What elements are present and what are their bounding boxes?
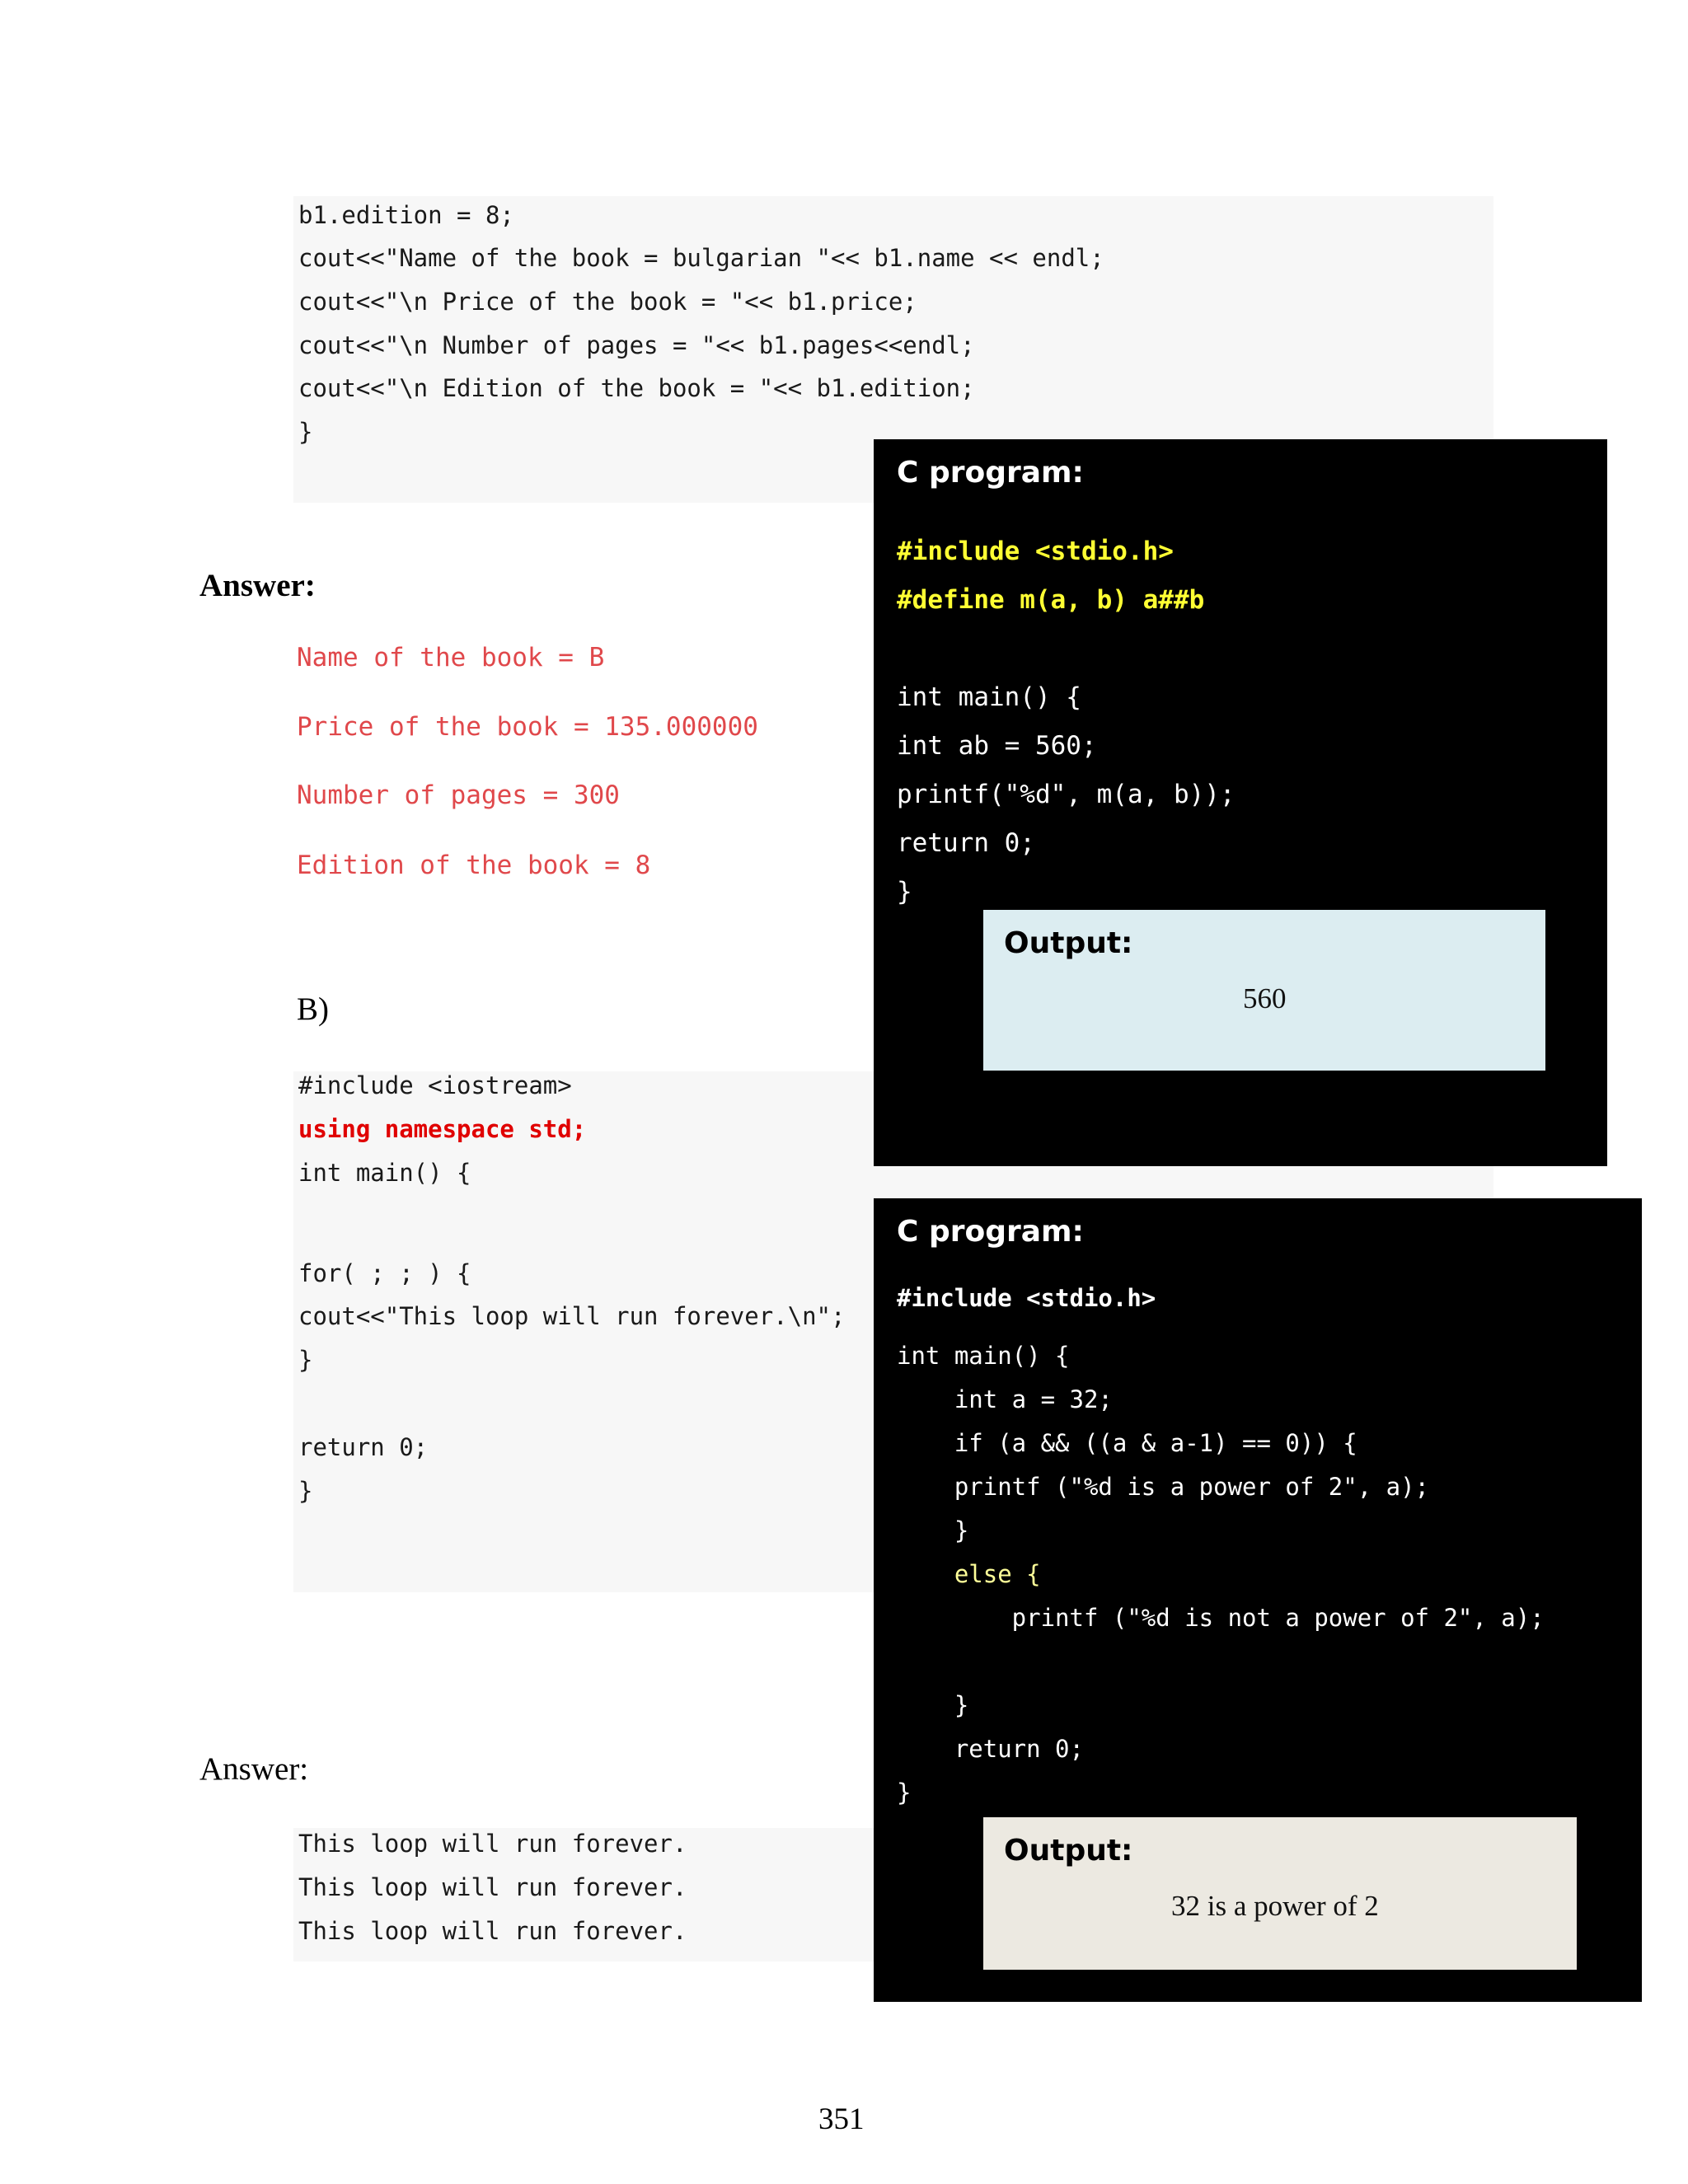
include-line: #include <stdio.h> — [897, 1284, 1156, 1312]
code-line: int main() { — [897, 1342, 1070, 1370]
code-line: } — [897, 1516, 969, 1544]
code-line: if (a && ((a & a-1) == 0)) { — [897, 1429, 1357, 1457]
output-box — [983, 910, 1545, 1071]
code-line: cout<<"\n Edition of the book = "<< b1.edition; — [298, 374, 975, 402]
code-line: printf ("%d is not a power of 2", a); — [897, 1604, 1545, 1632]
code-line: cout<<"Name of the book = bulgarian "<< b1.name << endl; — [298, 244, 1104, 272]
panel-title: C program: — [897, 1215, 1084, 1249]
code-line: int main() { — [298, 1159, 471, 1187]
answer-output-block — [293, 1828, 887, 1961]
answer-heading: Answer: — [199, 1751, 309, 1787]
output-box — [983, 1817, 1577, 1970]
code-line: } — [897, 1779, 912, 1807]
output-line: Price of the book = 135.000000 — [297, 712, 758, 742]
code-line: } — [897, 1691, 969, 1719]
section-b-label: B) — [297, 991, 329, 1027]
code-line: return 0; — [897, 1735, 1084, 1763]
code-line: else { — [897, 1560, 1041, 1588]
output-line: Name of the book = B — [297, 643, 605, 673]
output-label: Output: — [1004, 926, 1133, 960]
output-value: 32 is a power of 2 — [1171, 1890, 1379, 1922]
code-line: using namespace std; — [298, 1115, 587, 1143]
code-line: cout<<"\n Number of pages = "<< b1.pages<<endl; — [298, 331, 975, 359]
page-number: 351 — [818, 2102, 865, 2136]
output-line: This loop will run forever. — [298, 1917, 687, 1945]
code-line: b1.edition = 8; — [298, 201, 514, 229]
c-program-panel — [874, 1198, 1642, 2002]
output-line: This loop will run forever. — [298, 1830, 687, 1858]
output-line: Edition of the book = 8 — [297, 851, 651, 880]
code-line: int ab = 560; — [897, 731, 1097, 761]
include-line: #include <stdio.h> — [897, 537, 1174, 566]
code-line: #include <iostream> — [298, 1071, 572, 1099]
code-line: printf ("%d is a power of 2", a); — [897, 1473, 1430, 1501]
define-line: #define m(a, b) a##b — [897, 585, 1205, 615]
answer-heading: Answer: — [199, 568, 316, 603]
code-line: cout<<"\n Price of the book = "<< b1.price; — [298, 288, 917, 316]
code-line: for( ; ; ) { — [298, 1259, 471, 1287]
code-line: } — [298, 1346, 313, 1374]
code-line: return 0; — [897, 828, 1035, 858]
code-line: } — [298, 1477, 313, 1505]
output-line: Number of pages = 300 — [297, 780, 620, 810]
c-program-panel — [874, 439, 1607, 1166]
output-value: 560 — [1243, 982, 1287, 1015]
code-line: } — [298, 418, 313, 446]
output-label: Output: — [1004, 1834, 1133, 1868]
code-line: cout<<"This loop will run forever.\n"; — [298, 1302, 846, 1330]
panel-title: C program: — [897, 456, 1084, 490]
output-line: This loop will run forever. — [298, 1873, 687, 1901]
code-line: printf("%d", m(a, b)); — [897, 780, 1236, 809]
code-line: } — [897, 877, 912, 907]
code-line: return 0; — [298, 1433, 429, 1461]
answer-output-block — [297, 643, 874, 890]
code-line: int main() { — [897, 682, 1081, 712]
code-line: int a = 32; — [897, 1385, 1113, 1413]
